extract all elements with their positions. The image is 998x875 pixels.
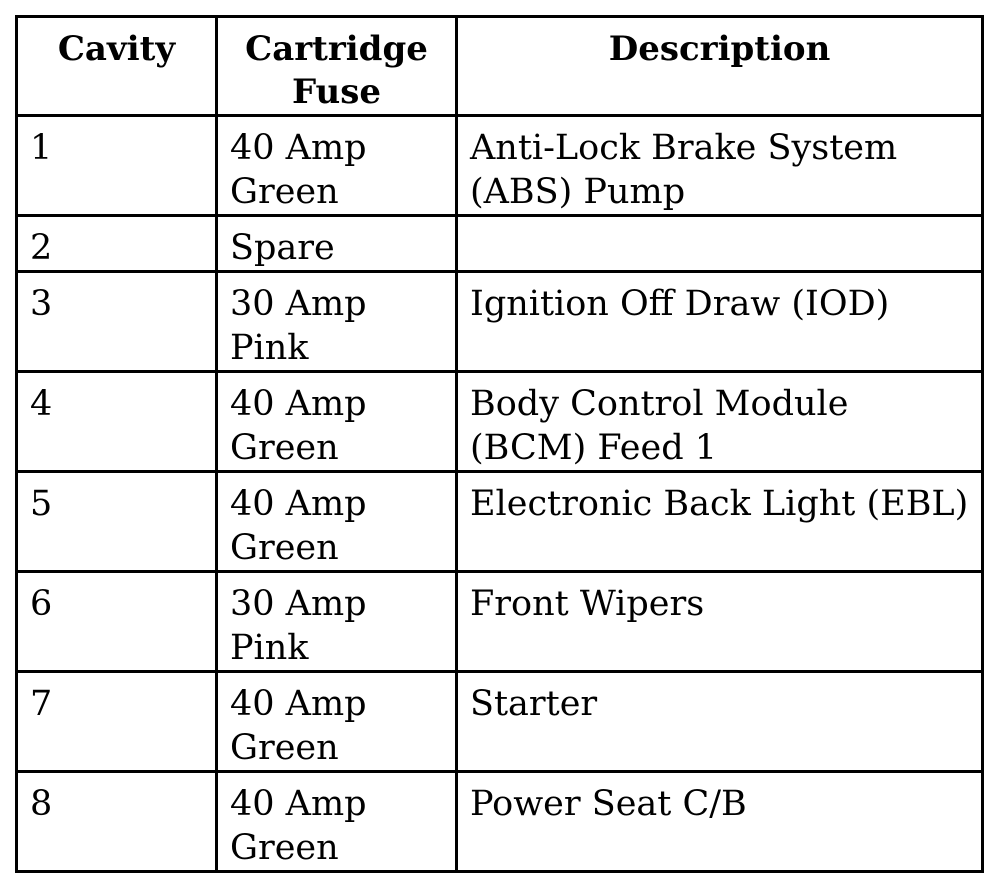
description-line1: Ignition Off Draw (IOD) bbox=[470, 284, 890, 324]
fuse-cell bbox=[217, 472, 457, 572]
fuse-color: Green bbox=[230, 172, 339, 212]
fuse-rating: 40 Amp bbox=[230, 684, 367, 724]
table-row bbox=[17, 572, 983, 672]
table-row bbox=[17, 216, 983, 272]
description-cell bbox=[457, 572, 983, 672]
description-line1: Front Wipers bbox=[470, 584, 705, 624]
fuse-color: Green bbox=[230, 528, 339, 568]
header-cartridge-fuse-line2: Fuse bbox=[291, 72, 382, 112]
header-cavity: Cavity bbox=[17, 17, 217, 116]
description-line1: Electronic Back Light (EBL) bbox=[470, 484, 969, 524]
fuse-color: Green bbox=[230, 428, 339, 468]
header-cartridge-fuse-line1: Cartridge bbox=[245, 29, 428, 69]
fuse-rating: 40 Amp bbox=[230, 384, 367, 424]
description-line1: Anti-Lock Brake System bbox=[470, 128, 898, 168]
fuse-cell bbox=[217, 572, 457, 672]
table-row bbox=[17, 372, 983, 472]
fuse-rating: 30 Amp bbox=[230, 584, 367, 624]
description-line2: (BCM) Feed 1 bbox=[470, 428, 718, 468]
fuse-rating: Spare bbox=[230, 228, 335, 268]
table-header-row bbox=[17, 17, 983, 116]
fuse-cell bbox=[217, 772, 457, 872]
fuse-cell bbox=[217, 372, 457, 472]
fuse-table bbox=[15, 15, 984, 873]
fuse-cell bbox=[217, 116, 457, 216]
description-cell bbox=[457, 672, 983, 772]
description-cell bbox=[457, 272, 983, 372]
fuse-color: Pink bbox=[230, 328, 309, 368]
header-description: Description bbox=[457, 17, 983, 116]
table-row bbox=[17, 116, 983, 216]
fuse-color: Pink bbox=[230, 628, 309, 668]
description-cell bbox=[457, 116, 983, 216]
table-row bbox=[17, 772, 983, 872]
cavity-cell: 6 bbox=[17, 572, 217, 672]
fuse-cell bbox=[217, 272, 457, 372]
fuse-cell bbox=[217, 216, 457, 272]
fuse-cell bbox=[217, 672, 457, 772]
header-cartridge-fuse bbox=[217, 17, 457, 116]
table-row bbox=[17, 472, 983, 572]
description-line1: Body Control Module bbox=[470, 384, 849, 424]
description-cell bbox=[457, 372, 983, 472]
fuse-rating: 30 Amp bbox=[230, 284, 367, 324]
fuse-rating: 40 Amp bbox=[230, 128, 367, 168]
description-line2: (ABS) Pump bbox=[470, 172, 686, 212]
description-line1: Starter bbox=[470, 684, 598, 724]
description-cell bbox=[457, 472, 983, 572]
cavity-cell: 8 bbox=[17, 772, 217, 872]
fuse-rating: 40 Amp bbox=[230, 784, 367, 824]
description-cell bbox=[457, 216, 983, 272]
description-cell bbox=[457, 772, 983, 872]
cavity-cell: 2 bbox=[17, 216, 217, 272]
cavity-cell: 5 bbox=[17, 472, 217, 572]
cavity-cell: 7 bbox=[17, 672, 217, 772]
fuse-color: Green bbox=[230, 728, 339, 768]
fuse-rating: 40 Amp bbox=[230, 484, 367, 524]
description-line1: Power Seat C/B bbox=[470, 784, 747, 824]
table-row bbox=[17, 272, 983, 372]
cavity-cell: 3 bbox=[17, 272, 217, 372]
cavity-cell: 1 bbox=[17, 116, 217, 216]
table-row bbox=[17, 672, 983, 772]
fuse-color: Green bbox=[230, 828, 339, 868]
cavity-cell: 4 bbox=[17, 372, 217, 472]
